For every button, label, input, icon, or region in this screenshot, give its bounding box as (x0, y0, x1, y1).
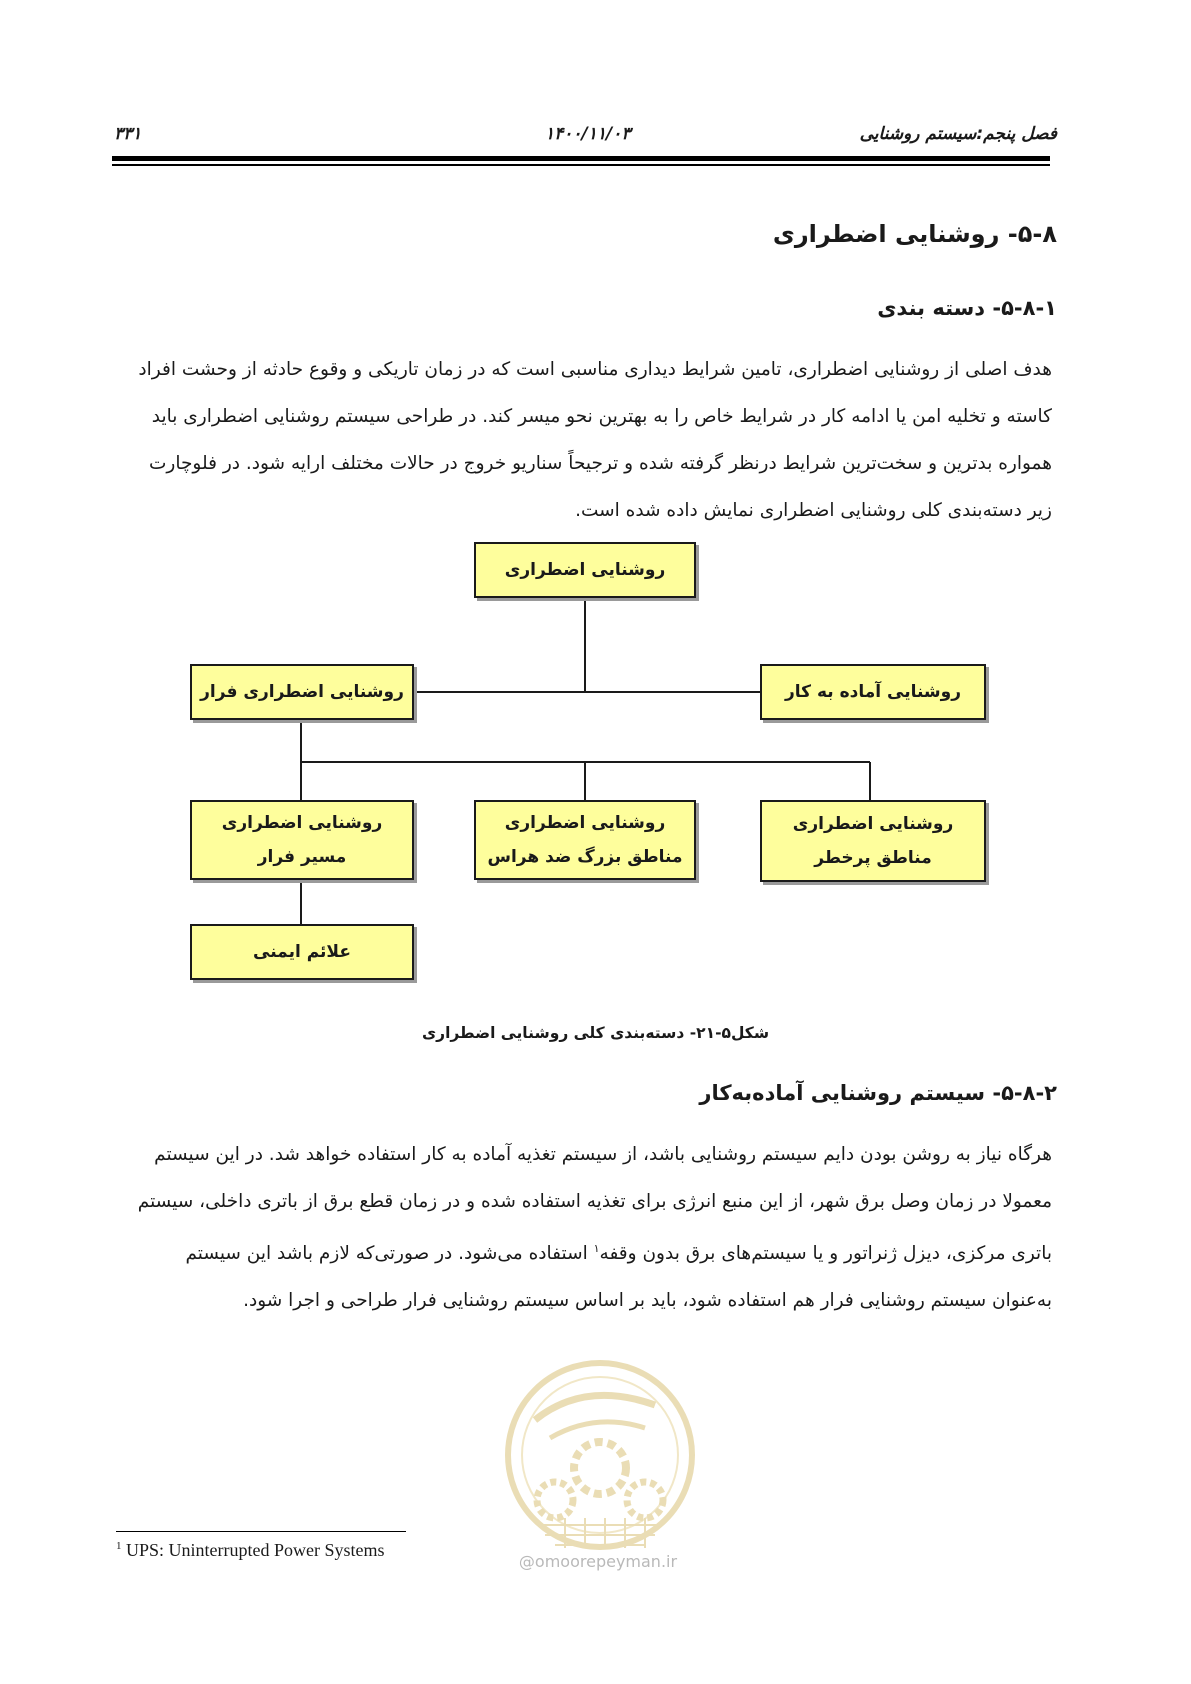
paragraph-text: استفاده می‌شود. در صورتی‌که لازم باشد این سیستم (185, 1243, 588, 1265)
flowchart-node-standby-lighting: روشنایی آماده به کار (760, 664, 986, 720)
paragraph-line: هرگاه نیاز به روشن بودن دایم سیستم روشنایی باشد، از سیستم تغذیه آماده به کار استفاده خواهد شد. در این سیستم (154, 1144, 1052, 1165)
paragraph-line: کاسته و تخلیه امن یا ادامه کار در شرایط خاص را به بهترین نحو میسر کند. در طراحی سیستم روشنایی اضطراری باید (151, 406, 1052, 427)
paragraph-line: همواره بدترین و سخت‌ترین شرایط درنظر گرفته شده و ترجیحاً سناریو خروج در حالات مختلف ارایه شود. در فلوچارت (149, 453, 1052, 474)
subsection-heading-classification: ۵-۸-۱- دسته بندی (877, 296, 1057, 320)
footnote-marker: 1 (116, 1540, 122, 1552)
page-date: ۱۴۰۰/۱۱/۰۳ (545, 124, 631, 144)
flowchart-node-escape-route-lighting: روشنایی اضطراری مسیر فرار (190, 800, 414, 880)
footnote (116, 1540, 385, 1561)
paragraph-intro (116, 346, 1052, 534)
paragraph-line (116, 1225, 1052, 1277)
watermark-text: @omoorepeyman.ir (518, 1552, 678, 1571)
subsection-heading-standby: ۵-۸-۲- سیستم روشنایی آماده‌به‌کار (699, 1081, 1057, 1105)
paragraph-line: به‌عنوان سیستم روشنایی فرار هم استفاده شود، باید بر اساس سیستم روشنایی فرار طراحی و اجرا شود. (243, 1290, 1052, 1312)
flowchart-node-safety-signs: علائم ایمنی (190, 924, 414, 980)
paragraph-standby (116, 1131, 1052, 1324)
watermark-logo (495, 1350, 705, 1570)
flowchart-node-anti-panic-lighting: روشنایی اضطراری مناطق بزرگ ضد هراس (474, 800, 696, 880)
footnote-text: UPS: Uninterrupted Power Systems (126, 1540, 385, 1560)
section-heading: ۵-۸- روشنایی اضطراری (772, 220, 1057, 248)
flowchart-node-escape-lighting: روشنایی اضطراری فرار (190, 664, 414, 720)
flowchart-node-emergency-lighting: روشنایی اضطراری (474, 542, 696, 598)
paragraph-line: هدف اصلی از روشنایی اضطراری، تامین شرایط دیداری مناسبی است که در زمان تاریکی و وقوع حادثه از وحشت افراد (138, 359, 1052, 380)
figure-caption: شکل۵-۲۱- دسته‌بندی کلی روشنایی اضطراری (421, 1024, 770, 1042)
paragraph-line: زیر دسته‌بندی کلی روشنایی اضطراری نمایش داده شده است. (575, 500, 1052, 521)
paragraph-text: باتری مرکزی، دیزل ژنراتور و یا سیستم‌های برق بدون وقفه (599, 1243, 1052, 1265)
footnote-rule (116, 1531, 406, 1532)
flowchart (180, 540, 1000, 1000)
chapter-title: فصل پنجم:سیستم روشنایی (859, 124, 1057, 144)
header-rule (112, 156, 1050, 161)
footnote-reference: ۱ (593, 1242, 600, 1255)
flowchart-node-high-risk-lighting: روشنایی اضطراری مناطق پرخطر (760, 800, 986, 882)
header-rule-thin (112, 164, 1050, 166)
page-number: ۳۳۱ (114, 124, 142, 144)
paragraph-line: معمولا در زمان وصل برق شهر، از این منبع انرژی برای تغذیه استفاده شده و در زمان قطع برق از باتری داخلی، سیستم (137, 1191, 1052, 1212)
